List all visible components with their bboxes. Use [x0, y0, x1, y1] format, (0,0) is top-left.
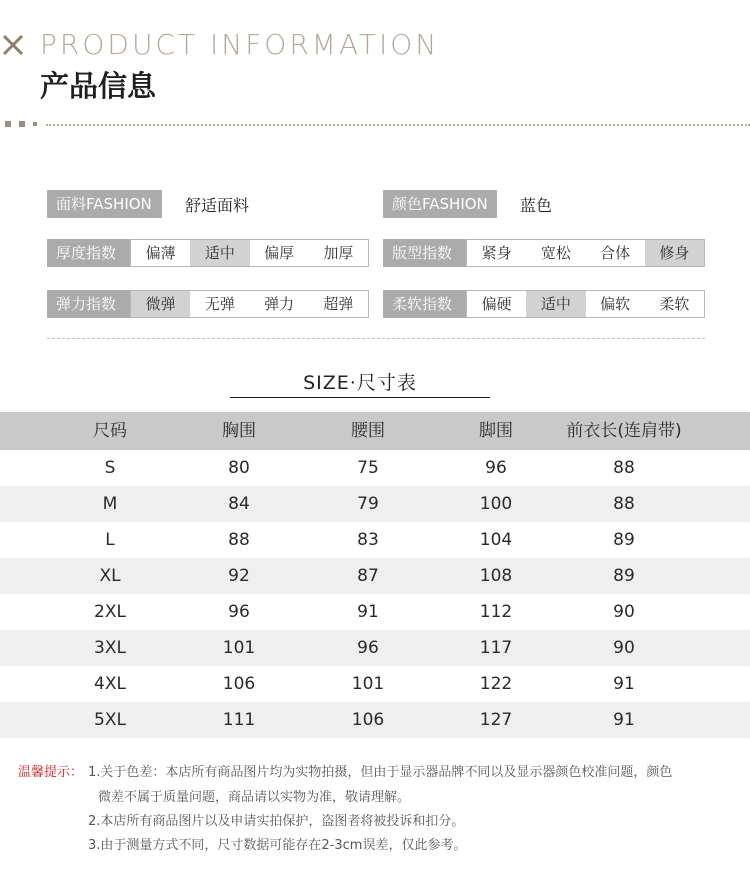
notice-line-2: 微差不属于质量问题，商品请以实物为准，敬请理解。 [98, 790, 411, 805]
divider-square-1 [5, 121, 11, 127]
notice-line-4: 3.由于测量方式不同，尺寸数据可能存在2-3cm误差，仅此参考。 [88, 838, 467, 853]
table-row [0, 594, 750, 630]
cell-size: L [105, 530, 115, 550]
softness-label: 柔软指数 [383, 290, 466, 318]
dotted-divider [46, 124, 750, 126]
cell-front-length: 89 [613, 530, 635, 550]
size-table-title: SIZE·尺寸表 [303, 372, 417, 394]
section-divider [47, 338, 705, 339]
fit-option: 紧身 [481, 244, 512, 262]
cell-size: S [104, 458, 116, 478]
elasticity-option: 弹力 [264, 295, 295, 313]
thickness-option: 偏薄 [145, 244, 176, 262]
fit-option: 合体 [600, 244, 631, 262]
table-row [0, 558, 750, 594]
cell-hem: 100 [479, 494, 513, 514]
softness-option: 偏软 [600, 295, 631, 313]
english-title: PRODUCT INFORMATION [40, 28, 440, 61]
fit-label: 版型指数 [383, 239, 466, 267]
softness-option: 柔软 [659, 295, 690, 313]
cell-waist: 106 [351, 710, 385, 730]
cell-waist: 91 [357, 602, 379, 622]
cell-waist: 83 [357, 530, 379, 550]
cell-front-length: 90 [613, 638, 635, 658]
thickness-label: 厚度指数 [47, 239, 130, 267]
cell-size: 2XL [94, 602, 126, 622]
cell-chest: 111 [222, 710, 256, 730]
thickness-option: 加厚 [323, 244, 354, 262]
cell-chest: 80 [228, 458, 250, 478]
elasticity-option: 超弹 [323, 295, 354, 313]
cell-chest: 84 [228, 494, 250, 514]
cell-size: 4XL [94, 674, 126, 694]
cell-size: 5XL [94, 710, 126, 730]
cell-front-length: 89 [613, 566, 635, 586]
fabric-value: 舒适面料 [185, 196, 250, 215]
elasticity-option: 无弹 [204, 295, 235, 313]
fit-options [466, 239, 705, 267]
divider-square-2 [19, 121, 25, 127]
notice-line-1: 1.关于色差：本店所有商品图片均为实物拍摄，但由于显示器品牌不同以及显示器颜色校准问题，颜色 [88, 765, 673, 780]
table-row [0, 630, 750, 666]
thickness-option: 偏厚 [264, 244, 295, 262]
header-hem: 脚围 [479, 421, 513, 441]
elasticity-options [130, 290, 369, 318]
table-row [0, 486, 750, 522]
notice-label: 温馨提示： [18, 765, 84, 780]
softness-option-selected: 适中 [526, 291, 585, 317]
cell-size: 3XL [94, 638, 126, 658]
x-icon [2, 34, 24, 56]
cell-waist: 87 [357, 566, 379, 586]
cell-size: XL [99, 566, 121, 586]
elasticity-option-selected: 微弹 [131, 291, 190, 317]
size-title-underline [230, 397, 490, 398]
cell-chest: 92 [228, 566, 250, 586]
softness-options [466, 290, 705, 318]
notice-line-3: 2.本店所有商品图片以及申请实拍保护，盗图者将被投诉和扣分。 [88, 814, 465, 829]
cell-front-length: 91 [613, 674, 635, 694]
cell-hem: 122 [479, 674, 513, 694]
table-row [0, 522, 750, 558]
header-size: 尺码 [93, 421, 127, 441]
cell-chest: 106 [222, 674, 256, 694]
cell-chest: 96 [228, 602, 250, 622]
color-value: 蓝色 [520, 196, 553, 215]
header-front-length: 前衣长(连肩带) [566, 421, 682, 441]
table-body [0, 450, 750, 738]
cell-hem: 117 [479, 638, 513, 658]
cell-waist: 75 [357, 458, 379, 478]
fit-option: 宽松 [540, 244, 571, 262]
cell-chest: 88 [228, 530, 250, 550]
softness-option: 偏硬 [481, 295, 512, 313]
fit-option-selected: 修身 [645, 240, 704, 266]
table-row [0, 450, 750, 486]
thickness-options [130, 239, 369, 267]
cell-waist: 96 [357, 638, 379, 658]
table-row [0, 702, 750, 738]
cell-front-length: 90 [613, 602, 635, 622]
thickness-option-selected: 适中 [190, 240, 249, 266]
cell-size: M [102, 494, 118, 514]
header-chest: 胸围 [222, 421, 256, 441]
divider-square-3 [33, 122, 37, 126]
elasticity-label: 弹力指数 [47, 290, 130, 318]
fabric-label: 面料FASHION [47, 190, 162, 218]
cell-front-length: 88 [613, 458, 635, 478]
cell-waist: 101 [351, 674, 385, 694]
cell-hem: 96 [485, 458, 507, 478]
header-waist: 腰围 [351, 421, 385, 441]
chinese-title: 产品信息 [40, 69, 157, 103]
cell-front-length: 88 [613, 494, 635, 514]
cell-hem: 127 [479, 710, 513, 730]
size-table [0, 412, 750, 738]
cell-hem: 108 [479, 566, 513, 586]
cell-hem: 104 [479, 530, 513, 550]
cell-hem: 112 [479, 602, 513, 622]
table-header-row [0, 412, 750, 450]
cell-waist: 79 [357, 494, 379, 514]
cell-chest: 101 [222, 638, 256, 658]
cell-front-length: 91 [613, 710, 635, 730]
color-label: 颜色FASHION [383, 190, 497, 218]
table-row [0, 666, 750, 702]
